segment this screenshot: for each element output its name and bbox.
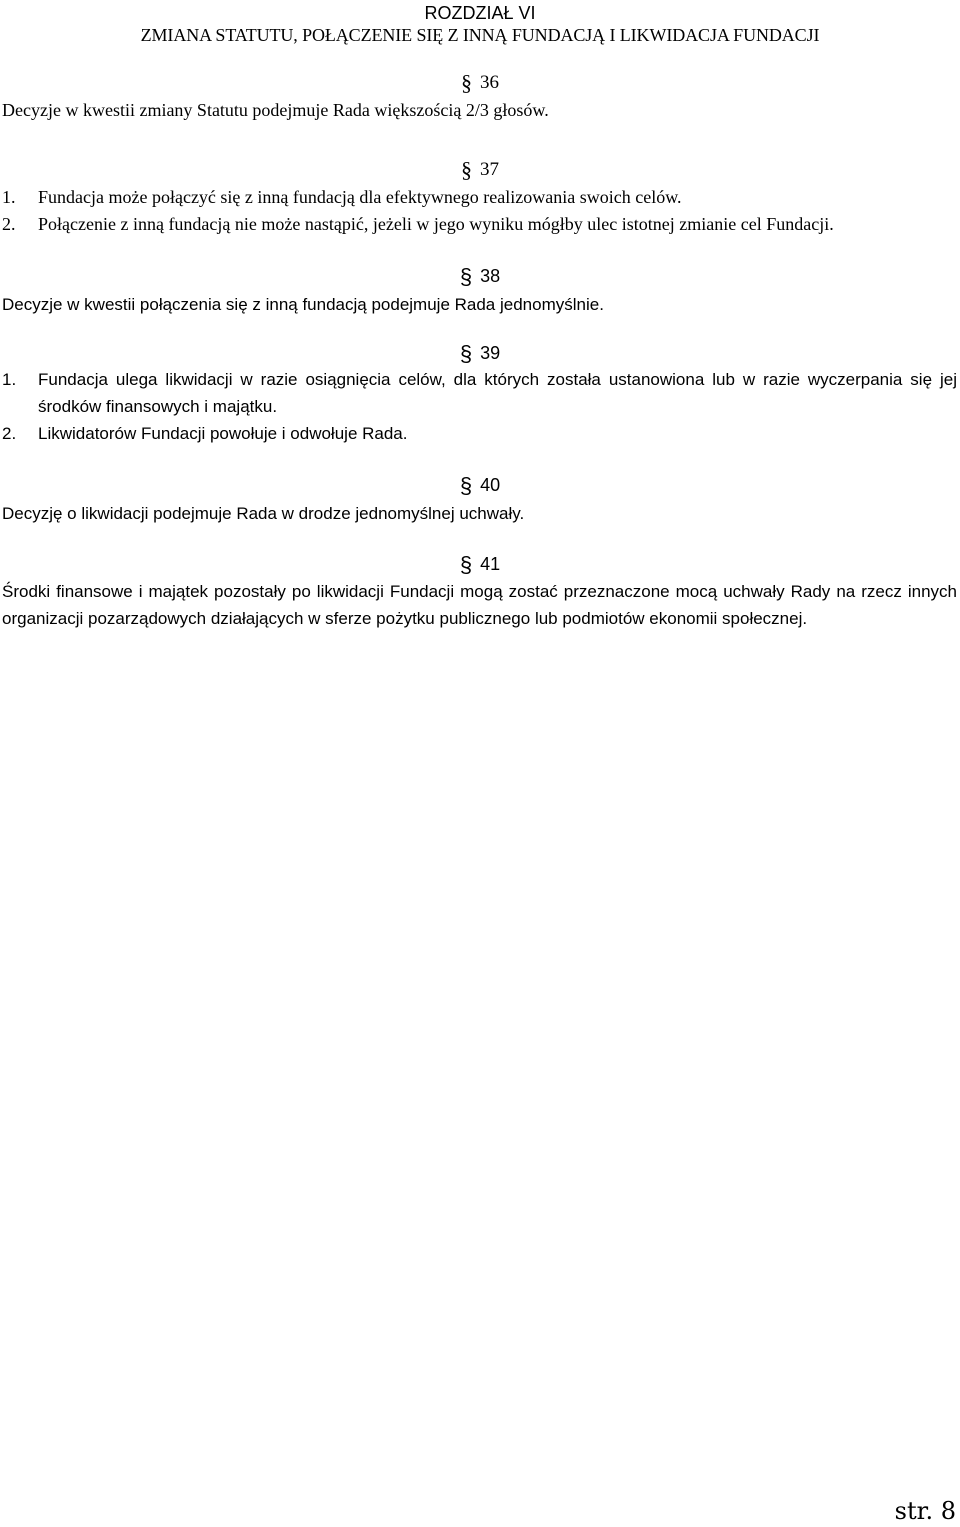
section-39-item-2 bbox=[2, 420, 957, 447]
item-text: Połączenie z inną fundacją nie może nastąpić, jeżeli w jego wyniku mógłby ulec istotnej zmianie cel Fundacji. bbox=[38, 214, 834, 234]
section-37-item-2 bbox=[2, 211, 957, 238]
item-number: 2. bbox=[2, 214, 16, 234]
section-37-item-1 bbox=[2, 184, 957, 211]
item-number: 1. bbox=[2, 187, 16, 207]
section-heading-38 bbox=[0, 263, 960, 290]
section-number: 41 bbox=[480, 554, 501, 574]
section-symbol: § bbox=[461, 70, 472, 95]
section-heading-39 bbox=[0, 340, 960, 367]
section-number: 40 bbox=[480, 475, 501, 495]
section-number: 38 bbox=[480, 266, 501, 286]
section-heading-41 bbox=[0, 551, 960, 578]
item-number: 2. bbox=[2, 424, 17, 443]
section-symbol: § bbox=[461, 157, 472, 182]
chapter-title: ROZDZIAŁ VI bbox=[424, 3, 536, 23]
section-symbol: § bbox=[459, 473, 473, 498]
section-number: 37 bbox=[480, 159, 499, 180]
section-number: 39 bbox=[480, 343, 501, 363]
item-number: 1. bbox=[2, 370, 17, 389]
section-symbol: § bbox=[459, 552, 473, 577]
section-39-item-1 bbox=[2, 366, 957, 420]
section-38-text: Decyzje w kwestii połączenia się z inną fundacją podejmuje Rada jednomyślnie. bbox=[2, 295, 604, 314]
item-text: Likwidatorów Fundacji powołuje i odwołuje Rada. bbox=[38, 424, 408, 443]
section-40-text: Decyzję o likwidacji podejmuje Rada w drodze jednomyślnej uchwały. bbox=[2, 504, 525, 523]
section-heading-36 bbox=[0, 70, 960, 96]
section-heading-37 bbox=[0, 157, 960, 183]
section-36-text: Decyzje w kwestii zmiany Statutu podejmuje Rada większością 2/3 głosów. bbox=[2, 100, 549, 120]
section-number: 36 bbox=[480, 72, 499, 93]
section-41-text: Środki finansowe i majątek pozostały po likwidacji Fundacji mogą zostać przeznaczone mocą uchwały Rady na rzecz innych organizacji pozarządowych działających w sferze pożytku publicznego lub podmiotów ekonomii społecznej. bbox=[2, 582, 957, 628]
chapter-subtitle: ZMIANA STATUTU, POŁĄCZENIE SIĘ Z INNĄ FUNDACJĄ I LIKWIDACJA FUNDACJI bbox=[140, 25, 820, 45]
section-heading-40 bbox=[0, 472, 960, 499]
item-text: Fundacja może połączyć się z inną fundacją dla efektywnego realizowania swoich celów. bbox=[38, 187, 682, 207]
page-number: str. 8 bbox=[894, 1497, 956, 1525]
item-text: Fundacja ulega likwidacji w razie osiągnięcia celów, dla których została ustanowiona lub w razie wyczerpania się jej środków finansowych i majątku. bbox=[38, 370, 957, 416]
section-symbol: § bbox=[459, 264, 473, 289]
section-symbol: § bbox=[459, 341, 473, 366]
